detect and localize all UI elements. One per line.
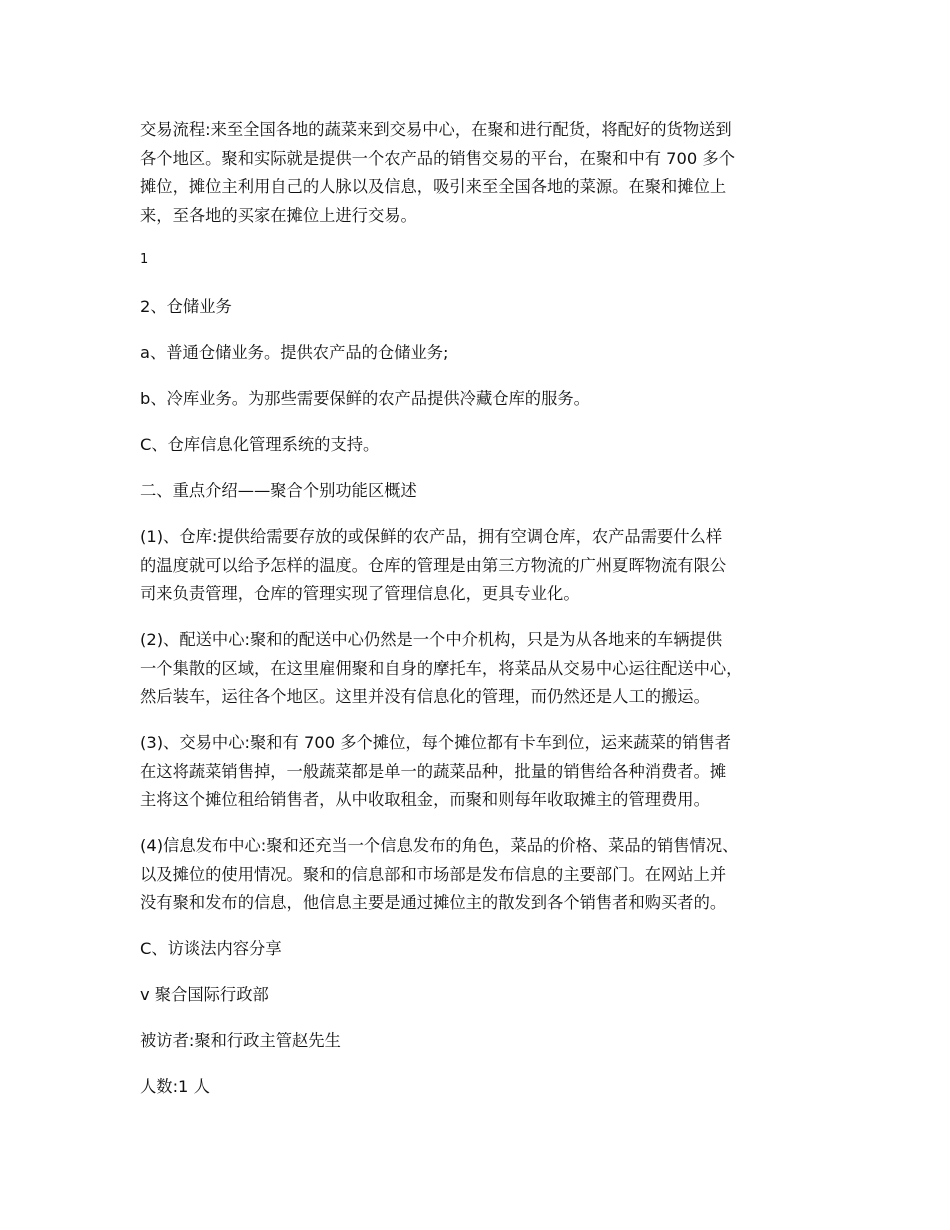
- text-line: (1)、仓库:提供给需要存放的或保鲜的农产品，拥有空调仓库，农产品需要什么样: [140, 527, 723, 546]
- paragraph-distribution-center: [140, 626, 820, 712]
- text-line: 来，至各地的买家在摊位上进行交易。: [140, 205, 417, 225]
- text-line: 一个集散的区域，在这里雇佣聚和自身的摩托车，将菜品从交易中心运往配送中心，: [140, 658, 743, 678]
- text-line: (4)信息发布中心:聚和还充当一个信息发布的角色，菜品的价格、菜品的销售情况、: [140, 836, 739, 855]
- text-line: (2)、配送中心:聚和的配送中心仍然是一个中介机构，只是为从各地来的车辆提供: [140, 630, 723, 649]
- text-line: 主将这个摊位租给销售者，从中收取租金，而聚和则每年收取摊主的管理费用。: [140, 790, 710, 809]
- text-line: 交易流程:来至全国各地的蔬菜来到交易中心，在聚和进行配货，将配好的货物送到: [140, 120, 732, 139]
- text-line: 司来负责管理，仓库的管理实现了管理信息化，更具专业化。: [140, 584, 580, 603]
- participant-count: 人数:1 人: [140, 1077, 210, 1096]
- paragraph-warehouse: [140, 523, 820, 609]
- section-heading-interview: C、访谈法内容分享: [140, 939, 282, 958]
- text-line: 没有聚和发布的信息，他信息主要是通过摊位主的散发到各个销售者和购买者的。: [140, 893, 727, 912]
- list-item-b: b、冷库业务。为那些需要保鲜的农产品提供冷藏仓库的服务。: [140, 389, 590, 408]
- text-line: (3)、交易中心:聚和有 700 多个摊位，每个摊位都有卡车到位，运来蔬菜的销售者: [140, 733, 731, 752]
- text-line: 在这将蔬菜销售掉，一般蔬菜都是单一的蔬菜品种，批量的销售给各种消费者。摊: [140, 761, 727, 781]
- list-item-c: C、仓库信息化管理系统的支持。: [140, 435, 380, 454]
- document-page: [140, 116, 820, 1102]
- paragraph-info-center: [140, 832, 820, 918]
- interviewee: 被访者:聚和行政主管赵先生: [140, 1031, 341, 1050]
- section-heading-storage: 2、仓储业务: [140, 297, 232, 316]
- text-line: 各个地区。聚和实际就是提供一个农产品的销售交易的平台，在聚和中有 700 多个: [140, 148, 735, 168]
- paragraph-trade-center: [140, 729, 820, 815]
- text-line: 摊位，摊位主利用自己的人脉以及信息，吸引来至全国各地的菜源。在聚和摊位上: [140, 177, 727, 196]
- interview-department: v 聚合国际行政部: [140, 985, 269, 1004]
- text-line: 的温度就可以给予怎样的温度。仓库的管理是由第三方物流的广州夏晖物流有限公: [140, 555, 727, 575]
- page-number: 1: [140, 252, 149, 267]
- text-line: 以及摊位的使用情况。聚和的信息部和市场部是发布信息的主要部门。在网站上并: [140, 864, 727, 884]
- list-item-a: a、普通仓储业务。提供农产品的仓储业务;: [140, 343, 449, 362]
- text-line: 然后装车，运往各个地区。这里并没有信息化的管理，而仍然还是人工的搬运。: [140, 687, 710, 706]
- section-heading-overview: 二、重点介绍——聚合个别功能区概述: [140, 481, 417, 500]
- paragraph-trade-process: [140, 116, 820, 230]
